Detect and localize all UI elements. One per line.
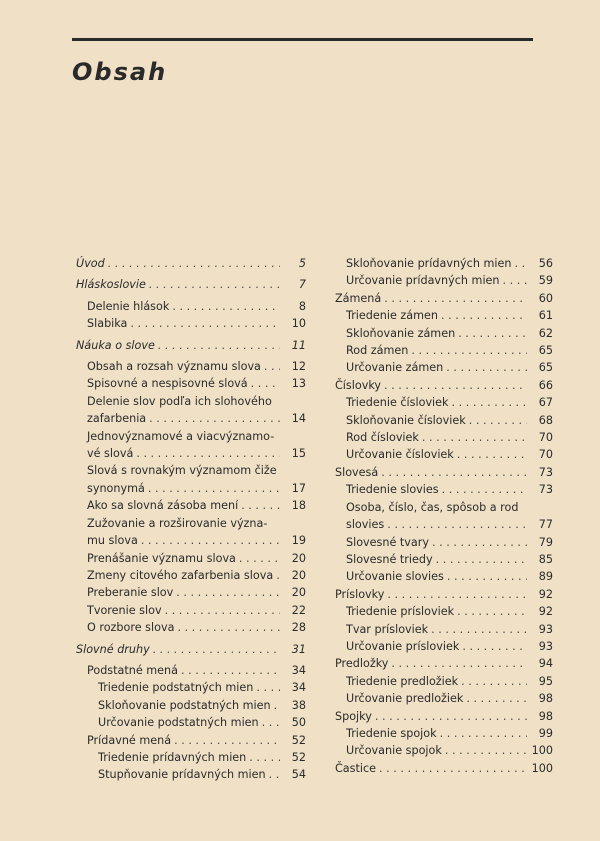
toc-entry [76,462,306,497]
toc-entry-title: Slovné druhy [76,642,150,656]
toc-entry-page: 54 [291,768,306,782]
dot-leader [379,760,527,777]
toc-entry-page: 31 [291,642,306,656]
toc-entry-title: Prídavné mená [87,733,172,747]
toc-entry-title: Rod čísloviek [346,431,419,445]
toc-entry-page: 22 [291,603,306,617]
toc-entry-title: Príslovky [335,587,385,601]
dot-leader [249,749,280,766]
dot-leader [514,255,527,272]
dot-leader [149,276,280,293]
dot-leader [440,725,527,742]
toc-left-column [76,255,306,784]
toc-entry-page: 13 [291,377,306,391]
toc-entry-page: 17 [291,481,306,495]
toc-entry [335,690,553,707]
toc-entry [335,272,553,289]
toc-entry [76,662,306,679]
toc-entry [335,412,553,429]
toc-entry-title: Predložky [335,657,389,671]
toc-entry-page: 93 [538,639,553,653]
toc-entry [335,325,553,342]
toc-entry [76,515,306,550]
toc-entry-page: 52 [291,750,306,764]
toc-entry-title: Preberanie slov [87,586,174,600]
toc-entry-page: 5 [298,257,306,270]
toc-entry [335,394,553,411]
toc-entry-title: Číslovky [335,378,382,392]
toc-entry [76,697,306,714]
toc-entry-title: slovies [346,518,385,532]
toc-entry [335,551,553,568]
toc-entry-title: Zmeny citového zafarbenia slova [87,568,274,582]
toc-entry-page: 73 [538,465,553,479]
toc-entry [335,586,553,603]
toc-entry-title: Triedenie prísloviek [346,605,455,619]
toc-entry-title: Triedenie spojok [346,726,437,740]
dot-leader [387,516,527,533]
toc-entry-title: Slovesá [335,465,379,479]
toc-entry [335,725,553,742]
toc-entry-title: Slovesné tvary [346,535,429,549]
dot-leader [108,255,280,272]
toc-entry-page: 99 [538,726,553,740]
toc-entry-page: 65 [538,361,553,375]
toc-entry [335,464,553,481]
toc-entry-page: 8 [298,299,306,313]
toc-entry-page: 98 [538,709,553,723]
dot-leader [239,550,280,567]
toc-entry-page: 10 [291,317,306,331]
toc-entry-title: zafarbenia [87,412,147,426]
dot-leader [441,307,527,324]
toc-entry-page: 70 [538,431,553,445]
dot-leader [466,690,527,707]
dot-leader [276,567,280,584]
toc-entry [76,619,306,636]
toc-entry-page: 66 [538,378,553,392]
dot-leader [445,742,527,759]
toc-entry-title: Slovesné triedy [346,552,433,566]
toc-entry [335,621,553,638]
dot-leader [149,410,280,427]
toc-entry-page: 67 [538,396,553,410]
dot-leader [141,532,280,549]
toc-entry [76,298,306,315]
toc-entry-title: Ako sa slovná zásoba mení [87,499,239,513]
dot-leader [458,325,527,342]
toc-entry-title: Určovanie spojok [346,744,442,758]
toc-entry-page: 20 [291,551,306,565]
toc-entry-page: 59 [538,274,553,288]
dot-leader [274,697,280,714]
toc-entry-page: 14 [291,412,306,426]
toc-entry [76,567,306,584]
toc-entry-title: Triedenie prídavných mien [98,750,247,764]
toc-entry-page: 93 [538,622,553,636]
toc-entry [76,315,306,332]
toc-entry-page: 38 [291,698,306,712]
toc-entry-page: 65 [538,344,553,358]
dot-leader [269,766,280,783]
toc-entry-title: Úvod [76,257,105,270]
toc-entry-title: Častice [335,761,377,775]
toc-entry-page: 92 [538,605,553,619]
toc-entry-title: Skloňovanie podstatných mien [98,698,271,712]
toc-entry-title: Určovanie podstatných mien [98,716,259,730]
toc-entry-title: O rozbore slova [87,621,175,635]
dot-leader [457,603,527,620]
toc-entry-page: 73 [538,483,553,497]
dot-leader [256,679,280,696]
toc-entry-title: Skloňovanie prídavných mien [346,257,512,270]
toc-entry-title: Určovanie čísloviek [346,448,454,462]
toc-entry-text-line: Osoba, číslo, čas, spôsob a rod [346,500,519,514]
toc-entry-page: 85 [538,552,553,566]
toc-entry [76,714,306,731]
toc-entry-title: Obsah a rozsah významu slova [87,360,261,374]
toc-entry-text-line: Jednovýznamové a viacvýznamo- [87,429,275,443]
toc-entry-page: 68 [538,413,553,427]
toc-entry-text-line: Slová s rovnakým významom čiže [87,464,277,478]
dot-leader [375,708,527,725]
toc-entry-text-line: Zužovanie a rozširovanie význa- [87,516,268,530]
toc-entry-title: Prenášanie významu slova [87,551,236,565]
toc-entry-page: 52 [291,733,306,747]
dot-leader [422,429,527,446]
toc-entry-page: 95 [538,674,553,688]
dot-leader [431,621,527,638]
dot-leader [462,638,527,655]
dot-leader [387,586,527,603]
toc-entry-page: 77 [538,518,553,532]
toc-entry-page: 50 [291,716,306,730]
toc-entry [335,290,553,307]
toc-entry-title: Skloňovanie čísloviek [346,413,466,427]
dot-leader [461,673,527,690]
toc-entry [335,534,553,551]
dot-leader [447,568,527,585]
toc-entry-page: 98 [538,692,553,706]
toc-entry-title: Náuka o slove [76,338,155,352]
toc-entry-page: 61 [538,309,553,323]
toc-entry [76,255,306,272]
dot-leader [177,619,280,636]
toc-entry [335,499,553,534]
toc-entry-title: Spojky [335,709,372,723]
toc-entry [335,307,553,324]
dot-leader [251,375,280,392]
toc-entry-title: Podstatné mená [87,663,179,677]
toc-entry-title: Tvar prísloviek [346,622,429,636]
toc-entry [335,359,553,376]
toc-entry-page: 60 [538,291,553,305]
toc-entry-page: 92 [538,587,553,601]
toc-entry [335,655,553,672]
toc-entry [335,481,553,498]
dot-leader [148,480,280,497]
dot-leader [165,602,280,619]
toc-right-column [335,255,553,777]
dot-leader [436,551,527,568]
toc-entry-page: 79 [538,535,553,549]
toc-entry-title: Určovanie predložiek [346,692,464,706]
dot-leader [452,394,527,411]
dot-leader [158,337,280,354]
toc-entry-page: 7 [298,278,306,292]
toc-entry-page: 11 [291,338,306,352]
dot-leader [262,714,280,731]
dot-leader [181,662,280,679]
toc-entry-title: Triedenie zámen [346,309,439,323]
toc-entry [76,584,306,601]
toc-entry-title: Hláskoslovie [76,278,146,292]
toc-entry [335,603,553,620]
dot-leader [176,584,280,601]
toc-entry [76,641,306,658]
dot-leader [384,290,527,307]
toc-entry-title: Triedenie podstatných mien [98,681,254,695]
toc-entry-title: vé slová [87,447,134,461]
toc-entry-title: Určovanie prídavných mien [346,274,500,288]
toc-entry-title: Tvorenie slov [87,603,162,617]
toc-entry [76,276,306,293]
toc-entry [76,393,306,428]
toc-entry [335,255,553,272]
toc-entry-page: 34 [291,663,306,677]
toc-entry [76,602,306,619]
toc-entry [335,568,553,585]
dot-leader [174,732,280,749]
toc-entry-page: 20 [291,568,306,582]
toc-entry-page: 70 [538,448,553,462]
toc-entry-page: 20 [291,586,306,600]
dot-leader [264,358,280,375]
toc-entry-title: mu slova [87,534,138,548]
toc-entry-title: Triedenie slovies [346,483,439,497]
toc-entry [335,446,553,463]
toc-entry [76,550,306,567]
toc-entry-title: Skloňovanie zámen [346,326,456,340]
toc-entry-page: 94 [538,657,553,671]
toc-entry-title: Delenie hlások [87,299,170,313]
toc-entry [335,342,553,359]
dot-leader [241,497,280,514]
dot-leader [442,481,527,498]
toc-entry-title: Rod zámen [346,344,409,358]
toc-entry-title: Stupňovanie prídavných mien [98,768,266,782]
dot-leader [446,359,527,376]
toc-entry-title: Triedenie čísloviek [346,396,449,410]
toc-entry-title: synonymá [87,481,145,495]
toc-entry [76,732,306,749]
toc-entry-page: 28 [291,621,306,635]
toc-entry-title: Určovanie prísloviek [346,639,460,653]
toc-entry [335,429,553,446]
dot-leader [432,534,527,551]
dot-leader [172,298,280,315]
toc-entry-title: Slabika [87,317,128,331]
toc-entry [335,377,553,394]
toc-entry-page: 15 [291,447,306,461]
toc-entry-page: 34 [291,681,306,695]
toc-entry-title: Zámená [335,291,382,305]
dot-leader [153,641,280,658]
toc-entry-page: 18 [291,499,306,513]
toc-entry [335,760,553,777]
toc-entry [76,749,306,766]
toc-entry-title: Triedenie predložiek [346,674,459,688]
toc-entry-page: 19 [291,534,306,548]
dot-leader [381,464,527,481]
toc-entry-title: Spisovné a nespisovné slová [87,377,248,391]
toc-entry [335,638,553,655]
toc-entry [76,337,306,354]
toc-entry-page: 100 [531,761,553,775]
dot-leader [130,315,280,332]
toc-entry [76,679,306,696]
toc-entry [335,708,553,725]
toc-entry [76,766,306,783]
toc-entry [335,673,553,690]
toc-entry-page: 56 [538,257,553,270]
dot-leader [469,412,527,429]
toc-entry-text-line: Delenie slov podľa ich slohového [87,394,272,408]
toc-entry-title: Určovanie zámen [346,361,444,375]
dot-leader [503,272,527,289]
toc-entry-page: 100 [531,744,553,758]
top-rule [72,38,533,41]
dot-leader [384,377,527,394]
toc-entry [76,428,306,463]
toc-entry [76,358,306,375]
toc-entry-page: 89 [538,570,553,584]
dot-leader [391,655,527,672]
toc-entry-page: 12 [291,360,306,374]
toc-entry-page: 62 [538,326,553,340]
dot-leader [136,445,280,462]
toc-entry [76,497,306,514]
toc-entry-title: Určovanie slovies [346,570,444,584]
dot-leader [457,446,527,463]
page-title: Obsah [72,58,168,86]
toc-entry [335,742,553,759]
toc-entry [76,375,306,392]
dot-leader [411,342,527,359]
